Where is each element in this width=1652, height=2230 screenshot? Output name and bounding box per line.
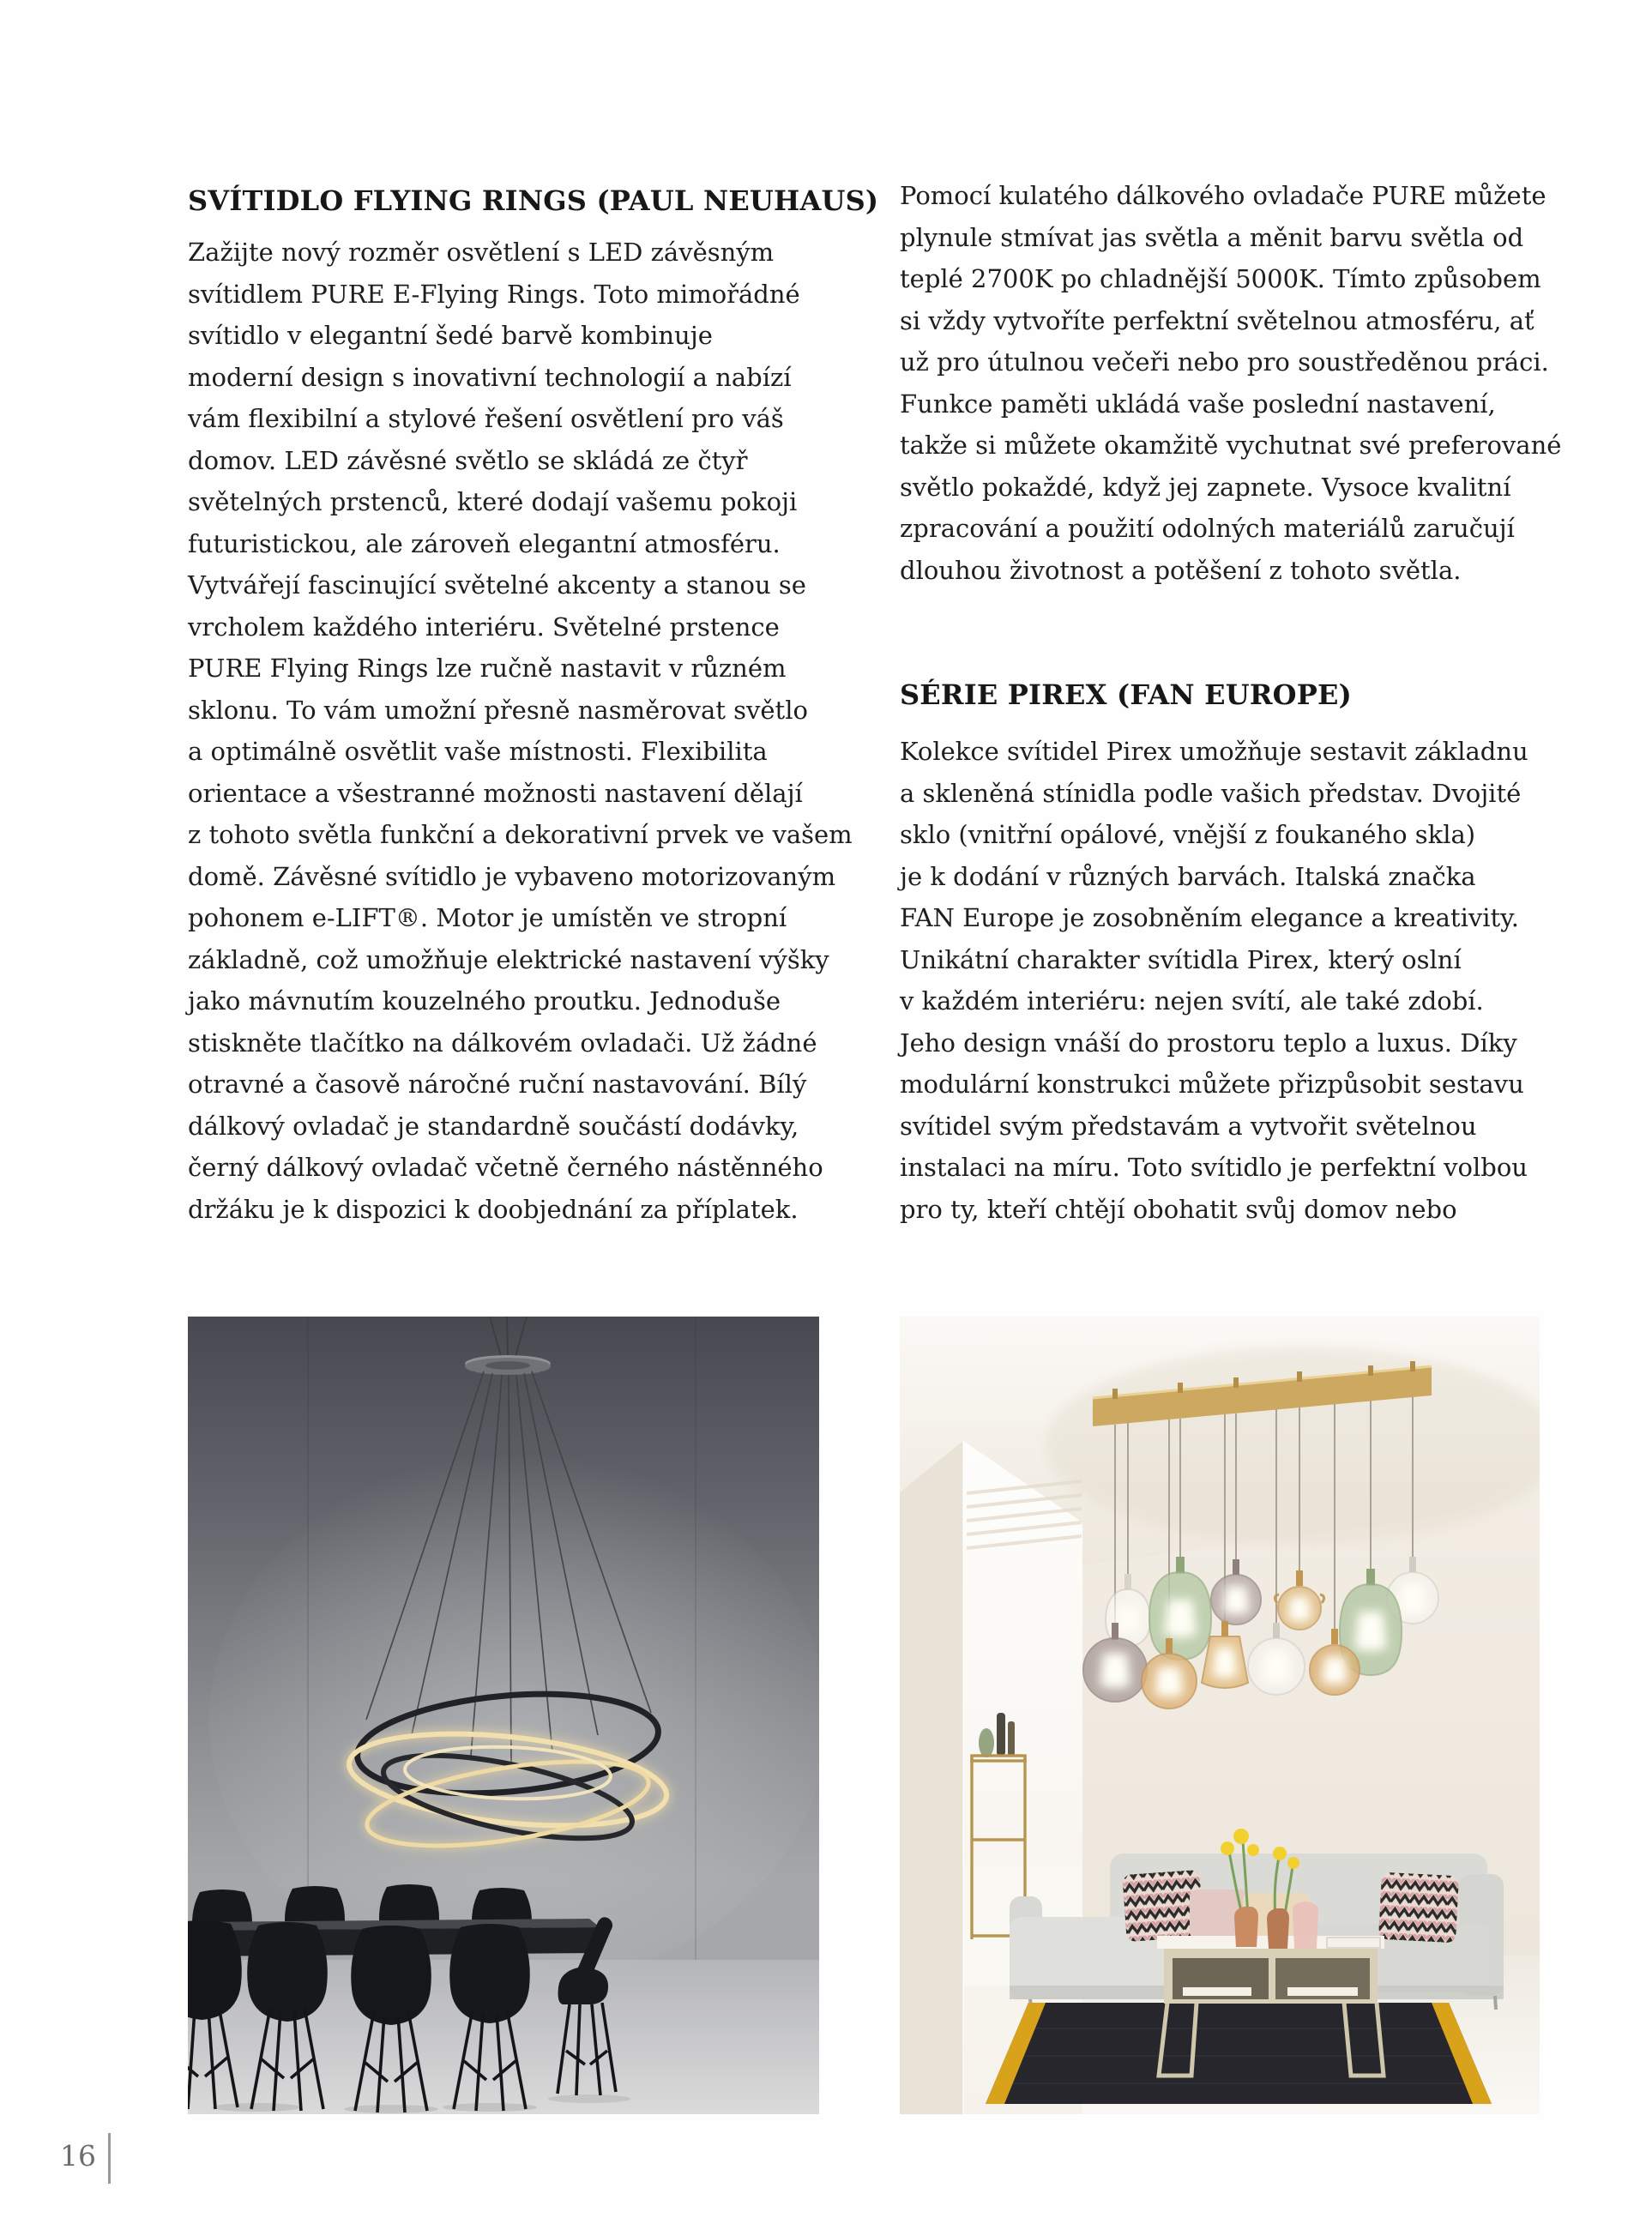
- photo-pirex: [900, 1317, 1540, 2114]
- text-line: vrcholem každého interiéru. Světelné prstence: [188, 612, 780, 642]
- article-flying-rings: [188, 184, 879, 1316]
- text-line: otravné a časově náročné ruční nastavování. Bílý: [188, 1070, 807, 1099]
- text-line: Zažijte nový rozměr osvětlení s LED závěsným: [188, 238, 775, 267]
- text-line: instalaci na míru. Toto svítidlo je perfektní volbou: [900, 1153, 1528, 1182]
- text-line: základně, což umožňuje elektrické nastavení výšky: [188, 944, 829, 974]
- text-line: a optimálně osvětlit vaše místnosti. Flexibilita: [188, 737, 768, 766]
- text-line: modulární konstrukci můžete přizpůsobit sestavu: [900, 1070, 1524, 1099]
- text-line: si vždy vytvoříte perfektní světelnou atmosféru, ať: [900, 305, 1534, 335]
- text-line: Unikátní charakter svítidla Pirex, který oslní: [900, 944, 1462, 974]
- article-body-flying-rings: [188, 232, 853, 1230]
- page-number: 16: [60, 2139, 96, 2173]
- text-line: světlo pokaždé, když jej zapnete. Vysoce kvalitní: [900, 472, 1511, 502]
- text-line: sklo (vnitřní opálové, vnější z foukaného skla): [900, 820, 1476, 849]
- text-line: pro ty, kteří chtějí obohatit svůj domov nebo: [900, 1194, 1457, 1224]
- text-line: zpracování a použití odolných materiálů zaručují: [900, 514, 1515, 543]
- text-line: domov. LED závěsné světlo se skládá ze čtyř: [188, 445, 748, 475]
- text-line: FAN Europe je zosobněním elegance a kreativity.: [900, 903, 1519, 932]
- text-line: teplé 2700K po chladnější 5000K. Tímto způsobem: [900, 264, 1541, 293]
- text-line: sklonu. To vám umožní přesně nasměrovat světlo: [188, 695, 808, 725]
- text-line: dlouhou životnost a potěšení z tohoto světla.: [900, 555, 1462, 585]
- text-line: domě. Závěsné svítidlo je vybaveno motorizovaným: [188, 861, 836, 891]
- article-body-flying-rings-continued: [900, 175, 1561, 591]
- article-heading-flying-rings: SVÍTIDLO FLYING RINGS (PAUL NEUHAUS): [188, 184, 879, 217]
- text-line: držáku je k dispozici k doobjednání za příplatek.: [188, 1194, 799, 1224]
- text-line: Kolekce svítidel Pirex umožňuje sestavit základnu: [900, 737, 1528, 766]
- text-line: pohonem e-LIFT®. Motor je umístěn ve stropní: [188, 903, 787, 932]
- text-line: světelných prstenců, které dodají vašemu pokoji: [188, 487, 798, 516]
- text-line: svítidlem PURE E-Flying Rings. Toto mimořádné: [188, 279, 800, 309]
- text-line: orientace a všestranné možnosti nastavení dělají: [188, 778, 803, 808]
- text-line: plynule stmívat jas světla a měnit barvu světla od: [900, 222, 1524, 252]
- ceiling-shadow: [1046, 1347, 1540, 1544]
- photo-flying-rings: [188, 1317, 819, 2114]
- article-body-pirex: [900, 731, 1528, 1230]
- rug: [986, 2003, 1492, 2104]
- text-line: moderní design s inovativní technologií a nabízí: [188, 362, 792, 392]
- text-line: z tohoto světla funkční a dekorativní prvek ve vašem: [188, 820, 853, 849]
- text-line: Funkce paměti ukládá vaše poslední nastavení,: [900, 389, 1496, 419]
- text-line: v každém interiéru: nejen svítí, ale také zdobí.: [900, 986, 1484, 1016]
- text-line: PURE Flying Rings lze ručně nastavit v různém: [188, 654, 787, 683]
- text-line: jako mávnutím kouzelného proutku. Jednoduše: [188, 986, 781, 1016]
- article-right-column: [900, 175, 1562, 1324]
- text-line: Pomocí kulatého dálkového ovladače PURE můžete: [900, 181, 1546, 210]
- photo-pirex-illustration: [900, 1317, 1540, 2114]
- text-line: je k dodání v různých barvách. Italská značka: [900, 861, 1476, 891]
- text-line: svítidel svým představám a vytvořit světelnou: [900, 1111, 1477, 1141]
- article-heading-pirex: SÉRIE PIREX (FAN EUROPE): [900, 678, 1352, 711]
- text-line: Jeho design vnáší do prostoru teplo a luxus. Díky: [900, 1028, 1517, 1058]
- foreground-wall: [900, 1441, 963, 2114]
- footer-divider: [108, 2133, 111, 2184]
- text-line: už pro útulnou večeři nebo pro soustředěnou práci.: [900, 347, 1549, 377]
- text-line: takže si můžete okamžitě vychutnat své preferované: [900, 431, 1562, 460]
- text-line: futuristickou, ale zároveň elegantní atmosféru.: [188, 528, 781, 558]
- photo-flying-rings-illustration: [188, 1317, 819, 2114]
- text-line: a skleněná stínidla podle vašich představ. Dvojité: [900, 778, 1522, 808]
- text-line: vám flexibilní a stylové řešení osvětlení pro váš: [188, 404, 784, 433]
- text-line: černý dálkový ovladač včetně černého nástěnného: [188, 1153, 823, 1182]
- text-line: Vytvářejí fascinující světelné akcenty a stanou se: [188, 570, 806, 600]
- text-line: svítidlo v elegantní šedé barvě kombinuje: [188, 321, 713, 350]
- text-line: stiskněte tlačítko na dálkovém ovladači. Už žádné: [188, 1028, 817, 1058]
- text-line: dálkový ovladač je standardně součástí dodávky,: [188, 1111, 799, 1141]
